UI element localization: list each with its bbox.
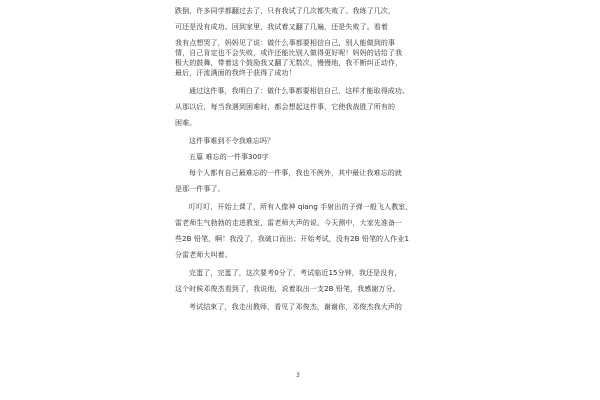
text-line: 完蛋了，完蛋了，这次要考0分了，考试临近15分钟，我还是没有， <box>189 269 402 277</box>
text-line: 可还是没有成功。回到家里，我试着又翻了几遍，还是失败了。看着 <box>175 23 388 31</box>
paragraph-spacer <box>175 260 425 268</box>
text-line: 困难。 <box>175 119 197 127</box>
page-number: 3 <box>296 372 300 379</box>
paragraph-spacer <box>175 128 425 136</box>
text-line: 极大的鼓舞，带着这个鼓励我又翻了无数次，慢慢地，我不断纠正动作， <box>175 59 403 67</box>
text-line: 从那以后，每当我遇到困难时，都会想起这件事，它使我战胜了所有的 <box>175 103 396 111</box>
paragraph-spacer <box>175 194 425 202</box>
text-line: 雷老师生气勃勃的走进教室，雷老师大声的说，今天测中，大家先准备一 <box>175 219 403 227</box>
paragraph-spacer <box>175 294 425 302</box>
text-line: 分雷老师大叫着。 <box>175 251 232 259</box>
text-line: 每个人都有自己最难忘的一件事，我也不例外，其中最让我难忘的就 <box>189 169 402 177</box>
document-body <box>175 6 425 312</box>
text-line: 情，自己肯定也不会失败，或许还能比别人做得更好呢！妈妈的话给了我 <box>175 49 403 57</box>
text-line: 这个时候邓俊杰看到了，我说他，说着取出一支2B 铅笔，我感谢万分。 <box>175 285 400 293</box>
text-line: 跌倒，许多同学都翻过去了，只有我试了几次都失败了。我练了几次， <box>175 7 396 15</box>
text-line: 是那一件事了。 <box>175 185 225 193</box>
text-line: 通过这件事，我明白了：做什么事都要相信自己，这样才能取得成功。 <box>189 87 410 95</box>
text-line: 我有点想哭了，妈妈见了说：做什么事都要相信自己，别人能做到的事 <box>175 39 396 47</box>
text-line: 考试结束了，我走出教师，看见了邓俊杰，谢谢你，邓俊杰我大声的 <box>189 303 402 311</box>
text-line: 叮叮叮，开始上课了，所有人像神 qiang 手射出的子弹一般飞人教室， <box>189 203 413 211</box>
text-line: 些2B 铅笔，啊！我没了，我破口而出；开始考试，没有2B 铅笔的人作业1 <box>175 235 410 243</box>
text-line: 最后，汗流满面的我终于获得了成功！ <box>175 69 296 77</box>
text-line: 五篇 难忘的一件事300字 <box>189 153 269 161</box>
paragraph-spacer <box>175 78 425 86</box>
text-line: 这件事难到不令我难忘吗？ <box>189 137 275 145</box>
